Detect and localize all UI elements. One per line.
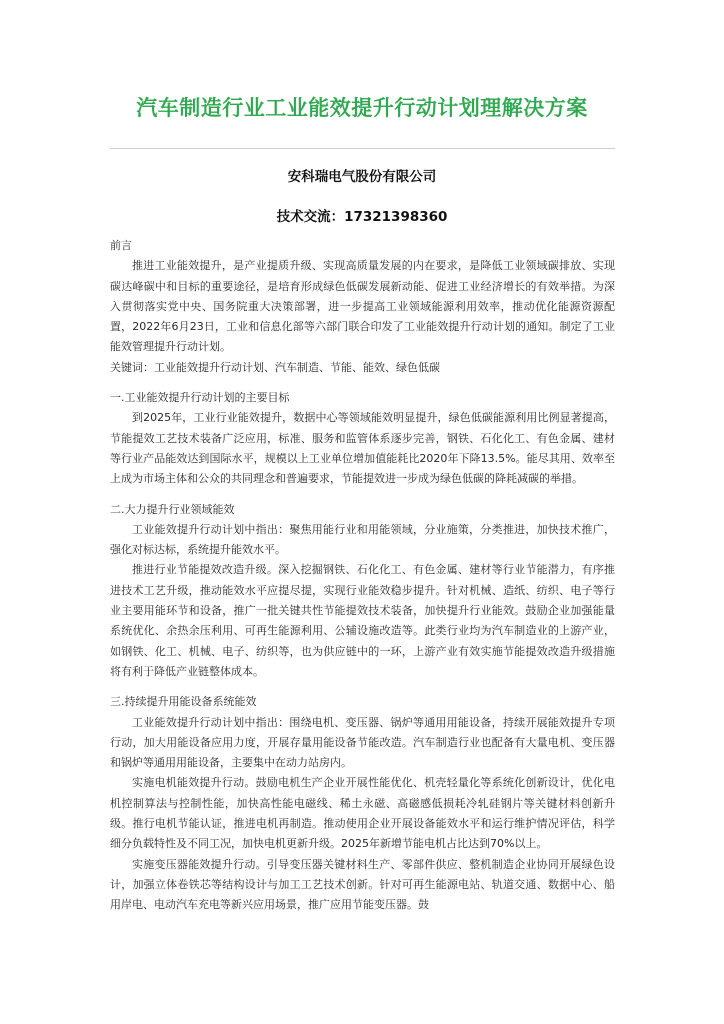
section-paragraph: 实施电机能效提升行动。鼓励电机生产企业开展性能优化、机壳轻量化等系统化创新设计，优化电机控制算法与控制性能，加快高性能电磁线、稀土永磁、高磁感低损耗冷轧硅钢片等关键材料创新升级。推行电机节能认证，推进电机再制造。推动使用企业开展设备能效水平和运行维护情况评估，科学细分负载特性及不同工况，加快电机更新升级。2025年新增节能电机占比达到70%以上。 bbox=[110, 776, 615, 851]
keywords-line: 关键词：工业能效提升行动计划、汽车制造、节能、能效、绿色低碳 bbox=[110, 360, 440, 374]
preface-heading: 前言 bbox=[110, 239, 132, 252]
section-heading: 一.工业能效提升行动计划的主要目标 bbox=[110, 391, 290, 405]
section-heading: 二.大力提升行业领域能效 bbox=[110, 502, 235, 516]
company-name: 安科瑞电气股份有限公司 bbox=[287, 169, 437, 185]
section-paragraph: 到2025年，工业行业能效提升，数据中心等领域能效明显提升，绿色低碳能源利用比例显著提高，节能提效工艺技术装备广泛应用，标准、服务和监管体系逐步完善，钢铁、石化化工、有色金属、建材等行业产品能效达到国际水平，规模以上工业单位增加值能耗比2020年下降13.5%。能尽其用、效率至上成为市场主体和公众的共同理念和普遍要求，节能提效进一步成为绿色低碳的降耗减碳的举措。 bbox=[110, 411, 615, 486]
section-paragraph: 工业能效提升行动计划中指出：聚焦用能行业和用能领域，分业施策，分类推进，加快技术推广，强化对标达标，系统提升能效水平。 bbox=[110, 522, 615, 557]
document-body bbox=[110, 236, 615, 916]
section-paragraph: 实施变压器能效提升行动。引导变压器关键材料生产、零部件供应、整机制造企业协同开展绿色设计，加强立体卷铁芯等结构设计与加工工艺技术创新。针对可再生能源电站、轨道交通、数据中心、船用岸电、电动汽车充电等新兴应用场景，推广应用节能变压器。鼓 bbox=[110, 857, 615, 912]
contact-line: 技术交流：17321398360 bbox=[276, 209, 448, 225]
document-title: 汽车制造行业工业能效提升行动计划理解决方案 bbox=[136, 96, 588, 120]
preface-paragraph: 推进工业能效提升，是产业提质升级、实现高质量发展的内在要求，是降低工业领域碳排放、实现碳达峰碳中和目标的重要途径，是培育形成绿色低碳发展新动能、促进工业经济增长的有效举措。为深入贯彻落实党中央、国务院重大决策部署，进一步提高工业领域能源利用效率，推动优化能源资源配置，2022年6月23日，工业和信息化部等六部门联合印发了工业能效提升行动计划的通知。制定了工业能效管理提升行动计划。 bbox=[110, 259, 615, 354]
title-divider bbox=[110, 148, 615, 149]
section-paragraph: 推进行业节能提效改造升级。深入挖掘钢铁、石化化工、有色金属、建材等行业节能潜力，有序推进技术工艺升级，推动能效水平应提尽提，实现行业能效稳步提升。针对机械、造纸、纺织、电子等行业主要用能环节和设备，推广一批关键共性节能提效技术装备，加快提升行业能效。鼓励企业加强能量系统优化、余热余压利用、可再生能源利用、公辅设施改造等。此类行业均为汽车制造业的上游产业，如钢铁、化工、机械、电子、纺织等，也为供应链中的一环，上游产业有效实施节能提效改造升级措施将有利于降低产业链整体成本。 bbox=[110, 563, 615, 678]
section-heading: 三.持续提升用能设备系统能效 bbox=[110, 695, 257, 709]
section-paragraph: 工业能效提升行动计划中指出：围绕电机、变压器、锅炉等通用用能设备，持续开展能效提升专项行动，加大用能设备应用力度，开展存量用能设备节能改造。汽车制造行业也配备有大量电机、变压器和锅炉等通用用能设备，主要集中在动力站房内。 bbox=[110, 715, 615, 770]
